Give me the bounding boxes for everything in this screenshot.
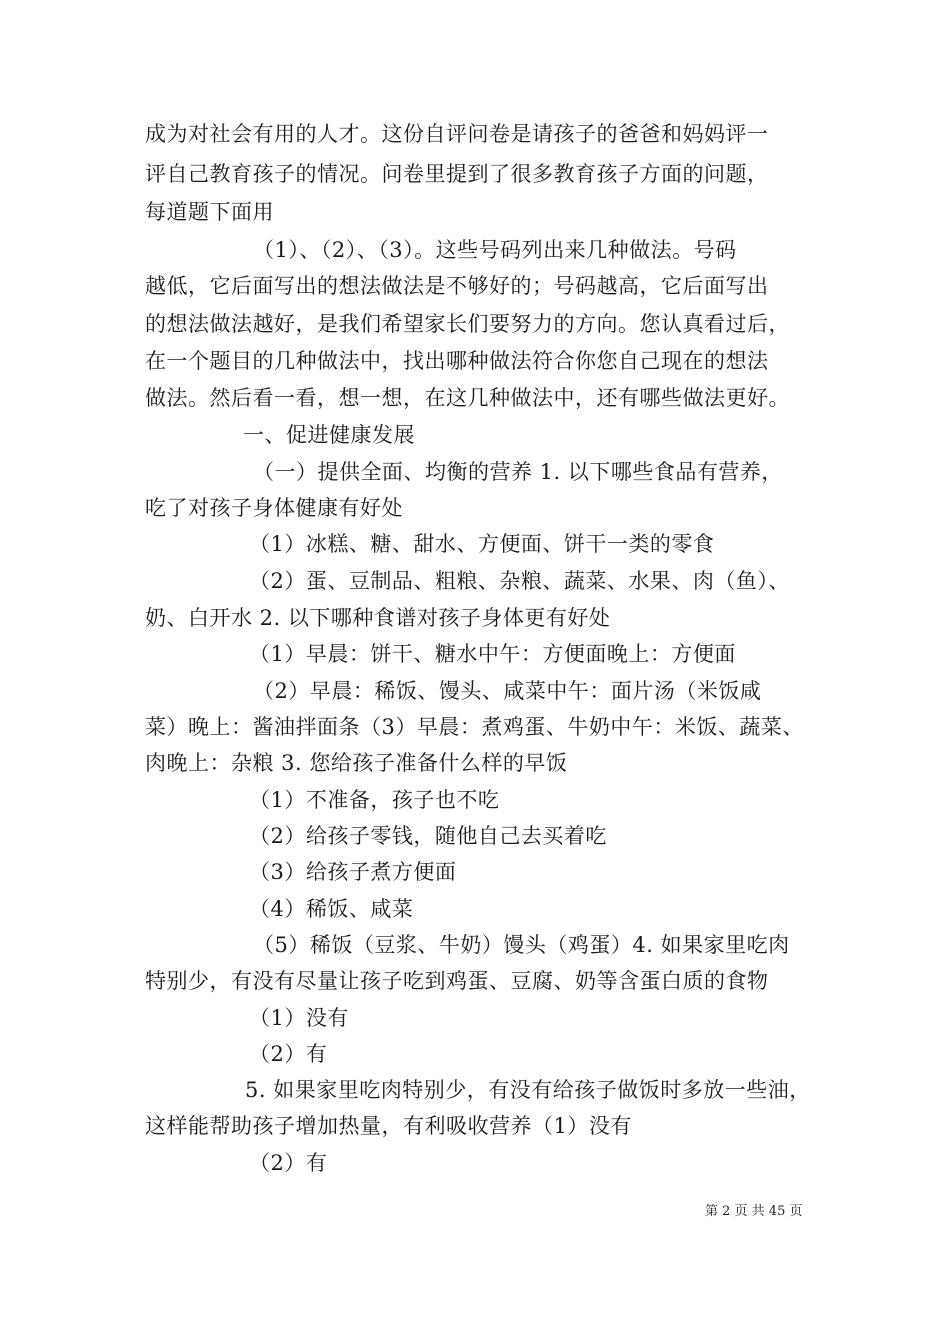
option-line: （5）稀饭（豆浆、牛奶）馒头（鸡蛋）4. 如果家里吃肉 <box>253 933 790 957</box>
text-line: 每道题下面用 <box>145 200 274 224</box>
text-line: 成为对社会有用的人才。这份自评问卷是请孩子的爸爸和妈妈评一 <box>145 122 769 146</box>
text-line: 菜）晚上：酱油拌面条（3）早晨：煮鸡蛋、牛奶中午：米饭、蔬菜、 <box>145 715 804 739</box>
text-line: 做法。然后看一看，想一想，在这几种做法中，还有哪些做法更好。 <box>145 386 790 410</box>
option-line: （2）早晨：稀饭、馒头、咸菜中午：面片汤（米饭咸 <box>253 679 762 703</box>
option-line: （1）冰糕、糖、甜水、方便面、饼干一类的零食 <box>249 532 715 556</box>
text-line: 在一个题目的几种做法中，找出哪种做法符合你您自己现在的想法 <box>145 349 769 373</box>
text-line: 的想法做法越好，是我们希望家长们要努力的方向。您认真看过后， <box>145 312 790 336</box>
option-line: （2）有 <box>249 1042 328 1066</box>
option-line: （2）蛋、豆制品、粗粮、杂粮、蔬菜、水果、肉（鱼）、 <box>249 569 790 593</box>
text-line: 5. 如果家里吃肉特别少，有没有给孩子做饭时多放一些油， <box>245 1078 811 1102</box>
text-line: 奶、白开水 2. 以下哪种食谱对孩子身体更有好处 <box>145 606 611 630</box>
text-line: 肉晚上：杂粮 3. 您给孩子准备什么样的早饭 <box>145 751 568 775</box>
page-number-footer: 第 2 页 共 45 页 <box>705 1204 803 1219</box>
text-line: 这样能帮助孩子增加热量，有利吸收营养（1）没有 <box>145 1114 632 1138</box>
text-line: 吃了对孩子身体健康有好处 <box>145 496 403 520</box>
option-line: （1）不准备，孩子也不吃 <box>249 788 500 812</box>
option-line: （3）给孩子煮方便面 <box>249 860 457 884</box>
text-line: 评自己教育孩子的情况。问卷里提到了很多教育孩子方面的问题， <box>145 162 769 186</box>
option-line: （4）稀饭、咸菜 <box>249 897 414 921</box>
text-line: （一）提供全面、均衡的营养 1. 以下哪些食品有营养， <box>253 460 783 484</box>
text-line: 越低，它后面写出的想法做法是不够好的；号码越高，它后面写出 <box>145 274 769 298</box>
section-heading: 一、促进健康发展 <box>243 423 415 447</box>
option-line: （2）给孩子零钱，随他自己去买着吃 <box>249 824 607 848</box>
text-line: （1）、（2）、（3）。这些号码列出来几种做法。号码 <box>253 238 737 262</box>
option-line: （1）早晨：饼干、糖水中午：方便面晚上：方便面 <box>249 642 736 666</box>
text-line: 特别少，有没有尽量让孩子吃到鸡蛋、豆腐、奶等含蛋白质的食物 <box>145 969 769 993</box>
option-line: （2）有 <box>249 1151 328 1175</box>
option-line: （1）没有 <box>249 1006 349 1030</box>
